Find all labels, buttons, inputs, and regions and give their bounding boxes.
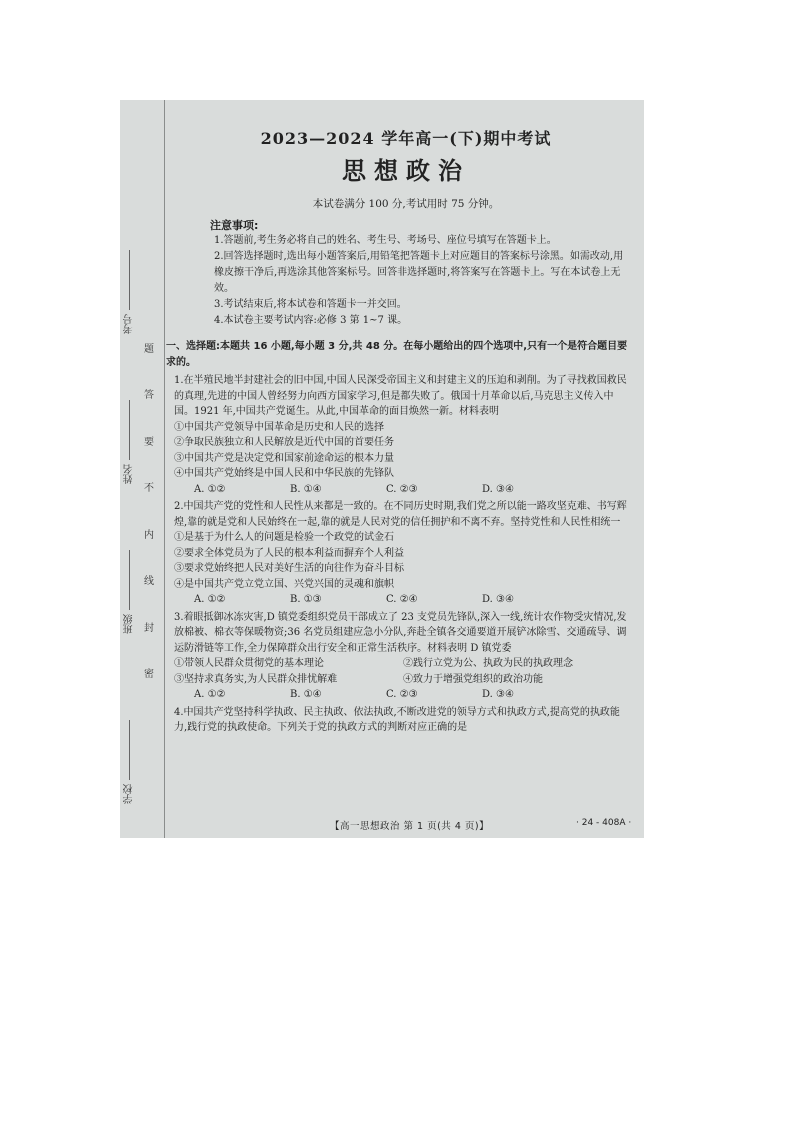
paper-code: · 24 - 408A ·: [576, 818, 632, 828]
exam-info: 本试卷满分 100 分,考试用时 75 分钟。: [312, 198, 500, 210]
notice-item: 1.答题前,考生务必将自己的姓名、考生号、考场号、座位号填写在答题卡上。: [214, 235, 557, 246]
notice-title: 注意事项:: [210, 219, 259, 232]
answer-choices: [194, 687, 632, 703]
question-stem: 2.中国共产党的党性和人民性从来都是一致的。在不同历史时期,我们党之所以能一路攻坚克难、书写辉煌,靠的就是党和人民始终在一起,靠的就是人民对党的信任拥护和不离不弃。坚持党性和人民性相统一: [174, 501, 627, 528]
statement-grid: [174, 656, 632, 687]
page-footer: 【高一思想政治 第 1 页(共 4 页)】: [330, 821, 490, 832]
statement: ①中国共产党领导中国革命是历史和人民的选择: [174, 421, 384, 433]
exam-sheet: [120, 100, 644, 838]
choice: C. ②③: [386, 689, 418, 700]
exam-content: [166, 126, 632, 736]
statement: ③中国共产党是决定党和国家前途命运的根本力量: [174, 452, 394, 464]
choice: A. ①②: [194, 483, 226, 495]
notice-item: 3.考试结束后,将本试卷和答题卡一并交回。: [214, 299, 407, 310]
statement: ①是基于为什么人的问题是检验一个政党的试金石: [174, 532, 394, 543]
choice: B. ①④: [290, 483, 322, 495]
statement: ①带领人民群众贯彻党的基本理论: [174, 658, 324, 669]
choice: C. ②④: [386, 594, 418, 605]
question-3: [174, 610, 632, 703]
question-stem: 4.中国共产党坚持科学执政、民主执政、依法执政,不断改进党的领导方式和执政方式,提高党的执政能力,践行党的执政使命。下列关于党的执政方式的判断对应正确的是: [174, 706, 620, 733]
notice-list: [214, 233, 624, 329]
answer-choices: [194, 592, 632, 608]
field-school: 学校: [122, 720, 152, 804]
answer-choices: [194, 482, 632, 498]
choice: D. ③④: [482, 689, 514, 700]
statement: ②争取民族独立和人民解放是近代中国的首要任务: [174, 437, 394, 448]
notice-item: 2.回答选择题时,选出每小题答案后,用铅笔把答题卡上对应题目的答案标号涂黑。如需改动,用橡皮擦干净后,再选涂其他答案标号。回答非选择题时,将答案写在答题卡上。写在本试卷上无效。: [214, 251, 624, 294]
statement: ②要求全体党员为了人民的根本利益而摒弃个人利益: [174, 547, 404, 559]
statement: ③要求党始终把人民对美好生活的向往作为奋斗目标: [174, 563, 404, 574]
exam-title: 2023—2024 学年高一(下)期中考试: [260, 129, 552, 148]
question-stem: 1.在半殖民地半封建社会的旧中国,中国人民深受帝国主义和封建主义的压迫和剥削。为了寻找救国救民的真理,先进的中国人曾经努力向西方国家学习,但是都失败了。俄国十月革命以后,马克思主义传入中国。1921 年,中国共产党诞生。从此,中国革命的面目焕然一新。材料表明: [174, 375, 627, 417]
seal-line-text: 题 答 要 不 内 线 封 密: [144, 344, 154, 680]
statement: ②践行立党为公、执政为民的执政理念: [403, 658, 573, 669]
field-name: 姓名: [122, 400, 152, 484]
statement: ④是中国共产党立党立国、兴党兴国的灵魂和旗帜: [174, 578, 394, 590]
statement: ④致力于增强党组织的政治功能: [403, 673, 543, 685]
question-1: [174, 373, 632, 497]
section-heading: 一、选择题:本题共 16 小题,每小题 3 分,共 48 分。在每小题给出的四个选项中,只有一个是符合题目要求的。: [166, 341, 628, 368]
choice: D. ③④: [482, 594, 514, 605]
question-stem: 3.着眼抵御冰冻灾害,D 镇党委组织党员干部成立了 23 支党员先锋队,深入一线,统计农作物受灾情况,发放棉被、棉衣等保暖物资;36 名党员组建应急小分队,奔赴全镇各交通要道开展铲冰除雪、交通疏导、调运防滑链等工作,全力保障群众出行安全和正常生活秩序。材料表明 D 镇党委: [174, 611, 627, 654]
choice: D. ③④: [482, 483, 514, 495]
choice: B. ①③: [290, 594, 322, 605]
field-class: 班级: [122, 550, 152, 634]
statement: ④中国共产党始终是中国人民和中华民族的先锋队: [174, 468, 394, 479]
choice: B. ①④: [290, 689, 322, 700]
notice-item: 4.本试卷主要考试内容:必修 3 第 1~7 课。: [214, 315, 408, 326]
choice: A. ①②: [194, 689, 226, 700]
question-4: [174, 705, 632, 736]
statement: ③坚持求真务实,为人民群众排忧解难: [174, 673, 338, 685]
question-2: [174, 499, 632, 608]
field-exam-number: 考号: [122, 250, 152, 334]
subject-title: 思想政治: [342, 157, 470, 185]
choice: A. ①②: [194, 594, 226, 605]
choice: C. ②③: [386, 483, 418, 495]
